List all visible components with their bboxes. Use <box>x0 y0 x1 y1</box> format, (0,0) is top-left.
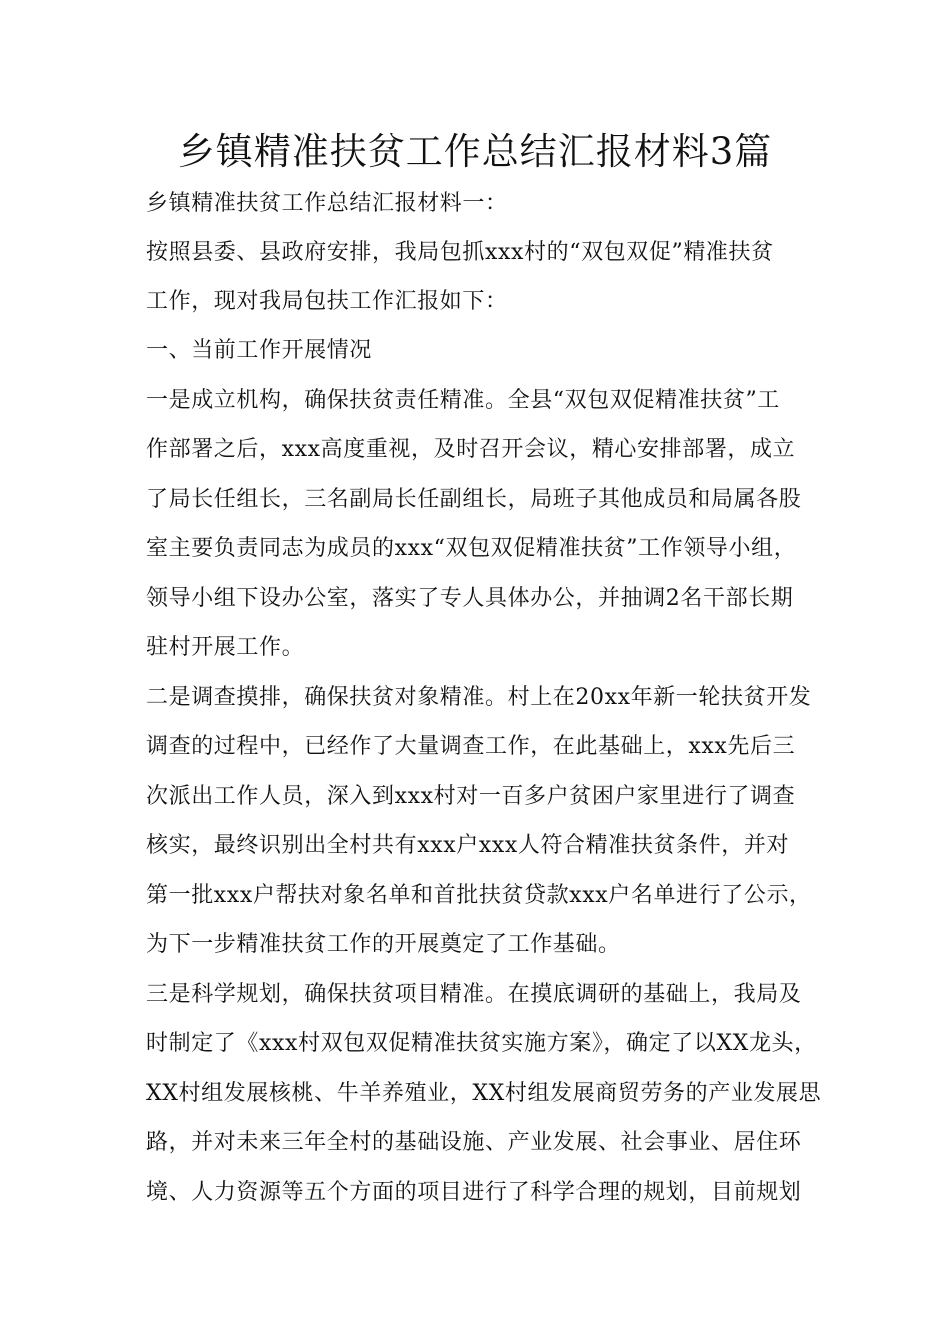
paragraph-line: 为下一步精准扶贫工作的开展奠定了工作基础。 <box>146 932 621 957</box>
paragraph-line: 第一批xxx户帮扶对象名单和首批扶贫贷款xxx户名单进行了公示， <box>146 883 812 908</box>
paragraph-line: 时制定了《xxx村双包双促精准扶贫实施方案》，确定了以XX龙头， <box>146 1031 817 1056</box>
paragraph-line: 工作，现对我局包扶工作汇报如下： <box>146 289 508 314</box>
paragraph-line: 驻村开展工作。 <box>146 635 305 660</box>
paragraph-line: XX村组发展核桃、牛羊养殖业，XX村组发展商贸劳务的产业发展思 <box>146 1081 822 1106</box>
paragraph-line: 核实，最终识别出全村共有xxx户xxx人符合精准扶贫条件，并对 <box>146 833 790 858</box>
paragraph-line: 境、人力资源等五个方面的项目进行了科学合理的规划，目前规划 <box>146 1180 802 1205</box>
paragraph-line: 路，并对未来三年全村的基础设施、产业发展、社会事业、居住环 <box>146 1130 802 1155</box>
section-heading: 一、当前工作开展情况 <box>146 338 373 363</box>
paragraph-line: 一是成立机构，确保扶贫责任精准。全县“双包双促精准扶贫”工 <box>146 388 780 413</box>
paragraph-line: 领导小组下设办公室，落实了专人具体办公，并抽调2名干部长期 <box>146 586 794 611</box>
paragraph-line: 室主要负责同志为成员的xxx“双包双促精准扶贫”工作领导小组， <box>146 536 797 561</box>
paragraph-line: 三是科学规划，确保扶贫项目精准。在摸底调研的基础上，我局及 <box>146 982 802 1007</box>
paragraph-line: 按照县委、县政府安排，我局包抓xxx村的“双包双促”精准扶贫 <box>146 240 774 265</box>
paragraph-line: 二是调查摸排，确保扶贫对象精准。村上在20xx年新一轮扶贫开发 <box>146 685 812 710</box>
paragraph-line: 次派出工作人员，深入到xxx村对一百多户贫困户家里进行了调查 <box>146 784 796 809</box>
paragraph-line: 作部署之后，xxx高度重视，及时召开会议，精心安排部署，成立 <box>146 437 796 462</box>
paragraph-line: 了局长任组长，三名副局长任副组长，局班子其他成员和局属各股 <box>146 487 802 512</box>
paragraph-line: 调查的过程中，已经作了大量调查工作，在此基础上，xxx先后三 <box>146 734 796 759</box>
document-title: 乡镇精准扶贫工作总结汇报材料3篇 <box>177 130 773 173</box>
paragraph-line: 乡镇精准扶贫工作总结汇报材料一： <box>146 191 508 216</box>
